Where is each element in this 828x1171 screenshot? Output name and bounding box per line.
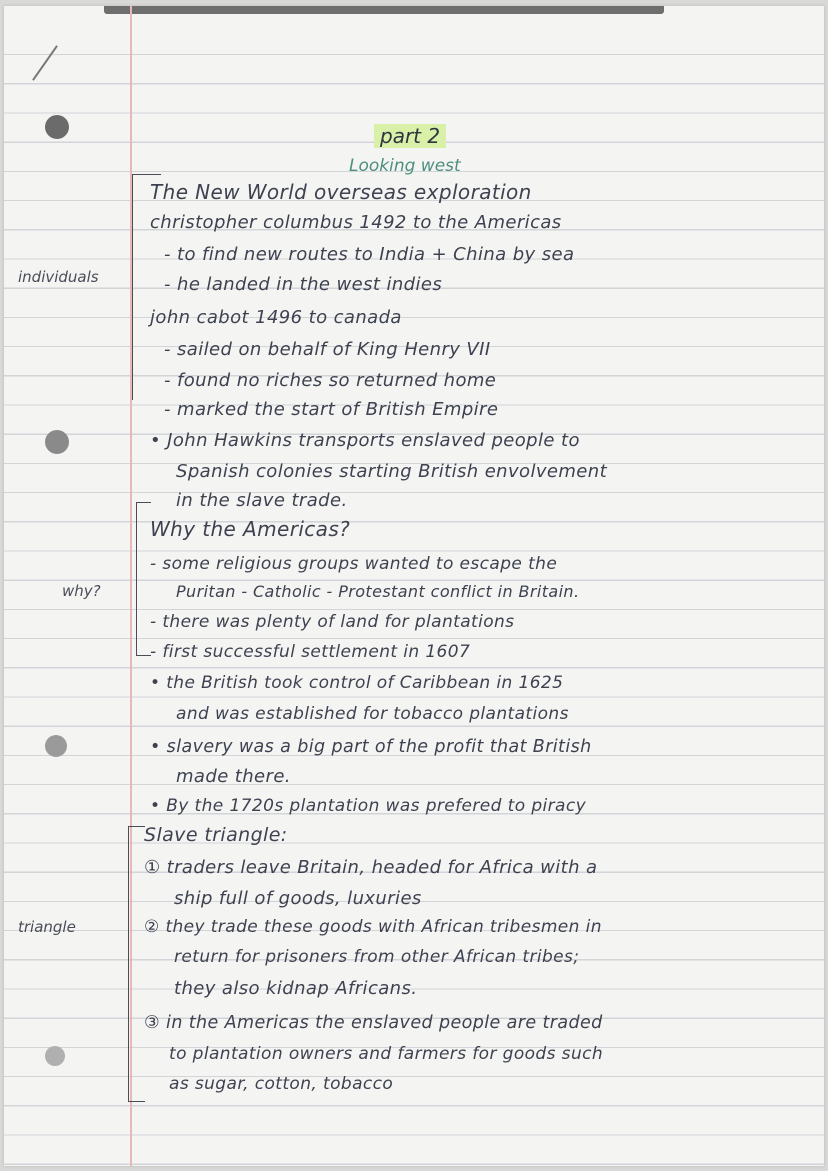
bracket-why <box>136 502 151 656</box>
note-line: Puritan - Catholic - Protestant conflict in Britain. <box>176 582 580 601</box>
pencil-mark <box>32 45 58 81</box>
margin-note: why? <box>62 582 101 600</box>
note-line: made there. <box>176 766 291 787</box>
margin-note: triangle <box>18 918 76 936</box>
punch-hole-icon <box>45 735 67 757</box>
note-line: • John Hawkins transports enslaved people to <box>150 430 580 451</box>
note-line: they also kidnap Africans. <box>174 978 418 999</box>
note-line: return for prisoners from other African tribes; <box>174 947 580 967</box>
note-line: to plantation owners and farmers for goods such <box>169 1044 604 1064</box>
note-line: - there was plenty of land for plantations <box>150 612 515 632</box>
note-line: as sugar, cotton, tobacco <box>169 1074 394 1094</box>
note-line: The New World overseas exploration <box>150 180 532 204</box>
punch-hole-icon <box>45 430 69 454</box>
note-line: - sailed on behalf of King Henry VII <box>164 339 491 360</box>
note-line: - found no riches so returned home <box>164 370 497 391</box>
note-line: Spanish colonies starting British envolvement <box>176 461 608 482</box>
note-line: - first successful settlement in 1607 <box>150 642 471 662</box>
note-line: - some religious groups wanted to escape the <box>150 554 558 574</box>
note-line: - he landed in the west indies <box>164 274 443 295</box>
note-line: ③ in the Americas the enslaved people are traded <box>144 1013 603 1033</box>
note-line: christopher columbus 1492 to the Americas <box>150 212 562 233</box>
note-line: - marked the start of British Empire <box>164 399 499 420</box>
note-line: Slave triangle: <box>144 824 288 846</box>
page-title: part 2 <box>374 124 446 148</box>
margin-note: individuals <box>18 268 99 286</box>
binding-edge <box>104 6 664 14</box>
note-line: ship full of goods, luxuries <box>174 888 422 909</box>
note-line: • slavery was a big part of the profit that British <box>150 737 592 757</box>
note-line: in the slave trade. <box>176 490 348 511</box>
note-line: ① traders leave Britain, headed for Africa with a <box>144 857 598 878</box>
note-line: • the British took control of Caribbean in 1625 <box>150 673 564 693</box>
bracket-individuals <box>132 174 161 400</box>
page-subtitle: Looking west <box>349 156 461 176</box>
note-line: Why the Americas? <box>150 517 351 541</box>
bracket-triangle <box>128 826 145 1102</box>
note-line: - to find new routes to India + China by sea <box>164 244 575 265</box>
note-line: • By the 1720s plantation was prefered to piracy <box>150 796 587 816</box>
note-line: ② they trade these goods with African tribesmen in <box>144 917 602 937</box>
notebook-page <box>4 6 824 1166</box>
punch-hole-icon <box>45 115 69 139</box>
punch-hole-icon <box>45 1046 65 1066</box>
note-line: and was established for tobacco plantations <box>176 704 569 724</box>
note-line: john cabot 1496 to canada <box>150 307 402 328</box>
